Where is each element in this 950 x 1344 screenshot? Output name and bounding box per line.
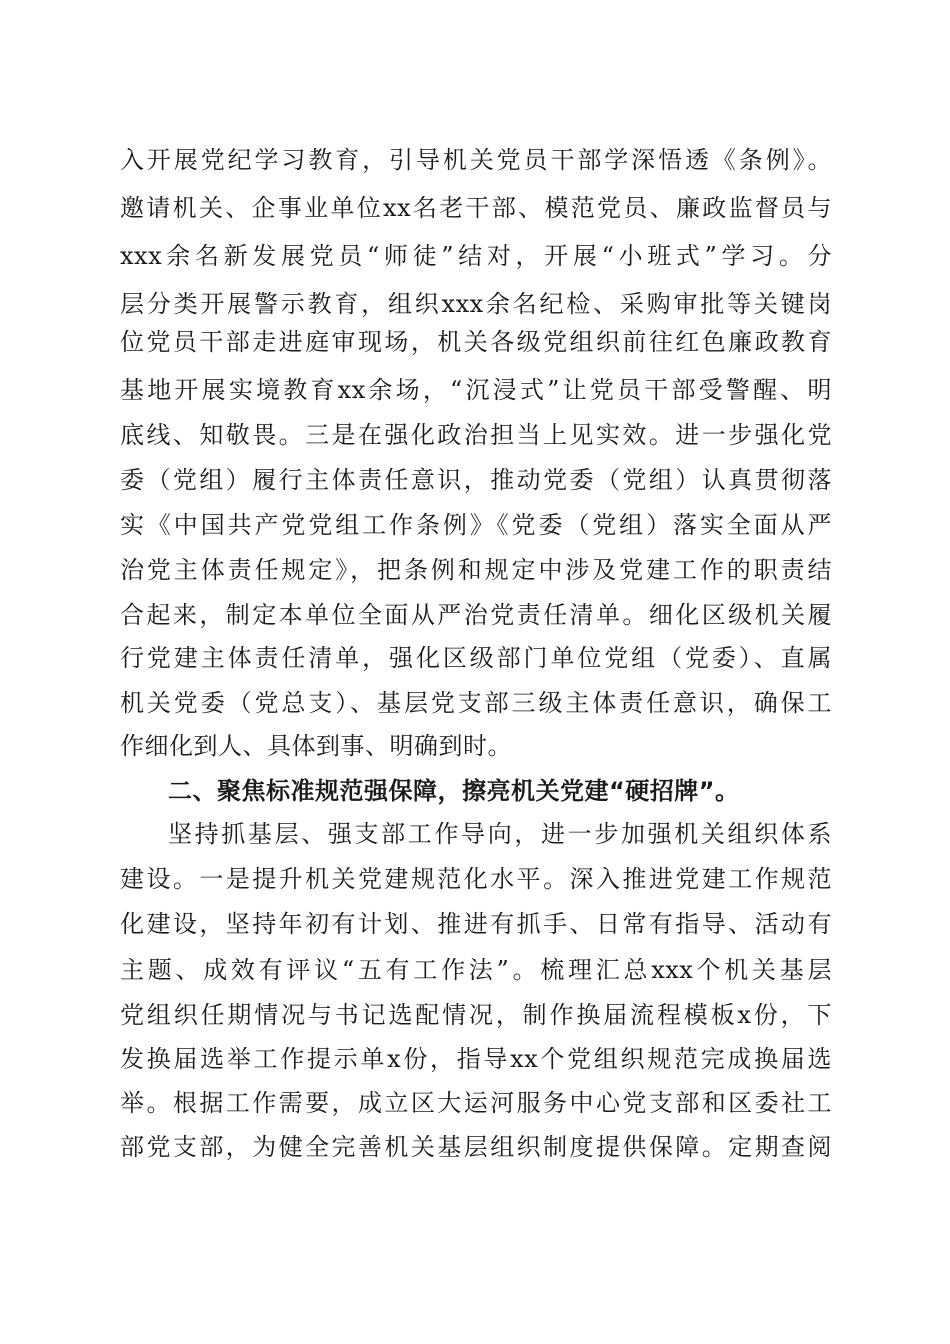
body-line: 作细化到人、具体到事、明确到时。 <box>120 732 512 760</box>
body-line: 邀请机关、企事业单位xx名老干部、模范党员、廉政监督员与 <box>120 194 832 222</box>
body-line: 举。根据工作需要，成立区大运河服务中心党支部和区委社工 <box>120 1089 832 1117</box>
body-line: 坚持抓基层、强支部工作导向，进一步加强机关组织体系 <box>168 820 832 848</box>
body-line: 建设。一是提升机关党建规范化水平。深入推进党建工作规范 <box>120 865 832 893</box>
body-line: 底线、知敬畏。三是在强化政治担当上见实效。进一步强化党 <box>120 421 832 449</box>
body-line: 治党主体责任规定》，把条例和规定中涉及党建工作的职责结 <box>120 556 832 584</box>
body-line: 合起来，制定本单位全面从严治党责任清单。细化区级机关履 <box>120 601 832 629</box>
body-line: 入开展党纪学习教育，引导机关党员干部学深悟透《条例》。 <box>120 146 832 174</box>
section-heading: 二、聚焦标准规范强保障，擦亮机关党建“硬招牌”。 <box>168 777 740 805</box>
body-line: 化建设，坚持年初有计划、推进有抓手、日常有指导、活动有 <box>120 910 832 938</box>
body-line: 主题、成效有评议“五有工作法”。梳理汇总xxx个机关基层 <box>120 956 832 984</box>
body-line: 实《中国共产党党组工作条例》《党委（党组）落实全面从严 <box>120 511 832 539</box>
body-line: 位党员干部走进庭审现场，机关各级党组织前往红色廉政教育 <box>120 328 832 356</box>
body-line: 基地开展实境教育xx余场，“沉浸式”让党员干部受警醒、明 <box>120 376 832 404</box>
body-line: 委（党组）履行主体责任意识，推动党委（党组）认真贯彻落 <box>120 466 832 494</box>
body-line: 部党支部，为健全完善机关基层组织制度提供保障。定期查阅 <box>120 1133 832 1161</box>
body-line: 发换届选举工作提示单x份，指导xx个党组织规范完成换届选 <box>120 1045 832 1073</box>
body-line: 机关党委（党总支）、基层党支部三级主体责任意识，确保工 <box>120 689 832 717</box>
body-line: 党组织任期情况与书记选配情况，制作换届流程模板x份，下 <box>120 1001 832 1029</box>
body-line: xxx余名新发展党员“师徒”结对，开展“小班式”学习。分 <box>120 242 832 270</box>
body-line: 层分类开展警示教育，组织xxx余名纪检、采购审批等关键岗 <box>120 290 832 318</box>
body-line: 行党建主体责任清单，强化区级部门单位党组（党委）、直属 <box>120 644 832 672</box>
